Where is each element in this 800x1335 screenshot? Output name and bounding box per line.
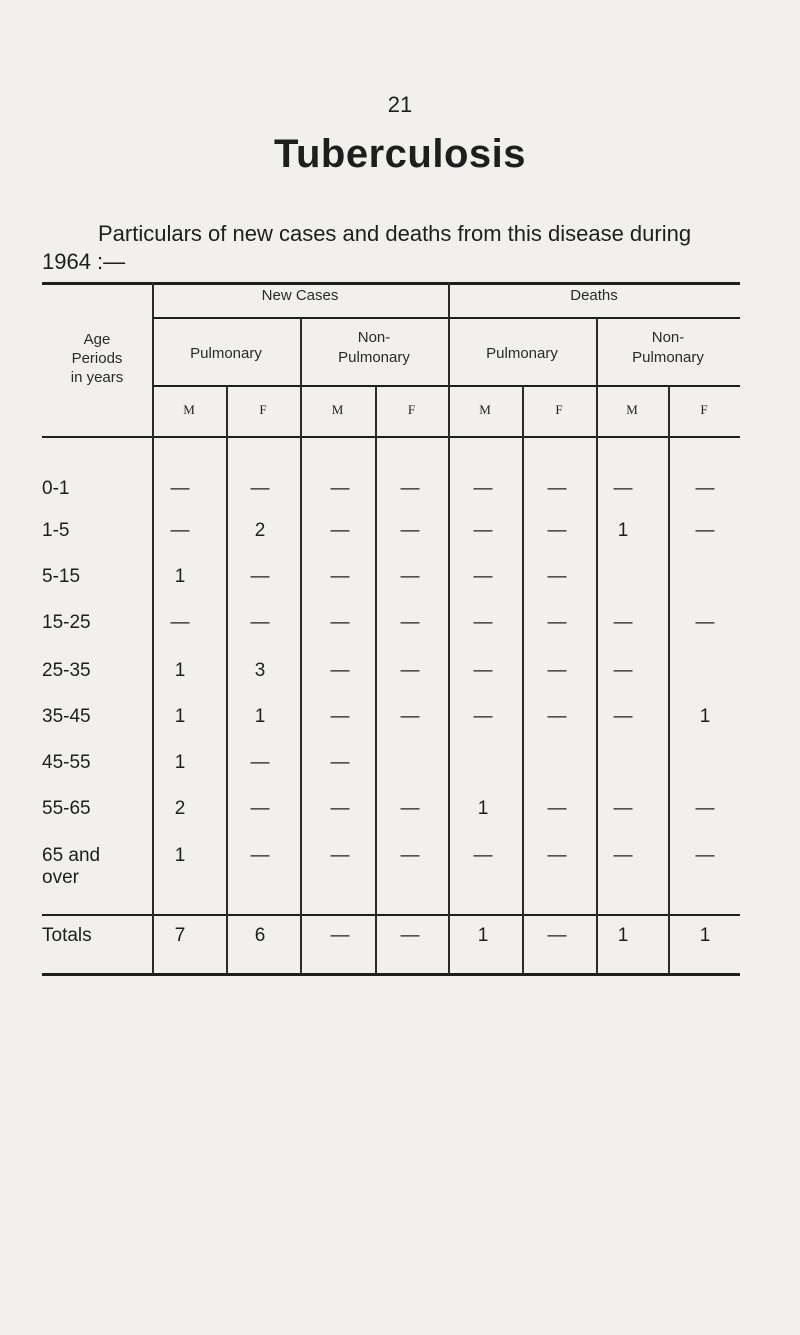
table-cell: — <box>250 845 270 866</box>
table-cell: — <box>547 612 567 633</box>
totals-cell: 7 <box>174 925 186 946</box>
table-cell: — <box>250 478 270 499</box>
age-period-label: 5-15 <box>42 566 81 587</box>
table-cell: — <box>473 520 493 541</box>
table-cell: — <box>695 478 715 499</box>
table-cell: — <box>400 660 420 681</box>
totals-cell: 1 <box>617 925 629 946</box>
age-period-label: 65 and over <box>42 845 101 888</box>
table-cell: — <box>547 478 567 499</box>
type-header-rule <box>152 385 740 387</box>
table-cell: 2 <box>254 520 266 541</box>
group-header-rule <box>152 317 740 319</box>
table-cell: — <box>547 798 567 819</box>
intro-paragraph <box>42 220 772 276</box>
sex-divider <box>522 386 524 974</box>
table-cell: — <box>170 520 190 541</box>
sex-header-rule <box>42 436 740 438</box>
age-period-label: 1-5 <box>42 520 70 541</box>
age-column-divider <box>152 282 154 974</box>
age-period-label: 45-55 <box>42 752 91 773</box>
table-cell: 3 <box>254 660 266 681</box>
table-cell: — <box>400 845 420 866</box>
table-cell: — <box>473 660 493 681</box>
group-header-deaths: Deaths <box>570 287 618 304</box>
age-period-label: 15-25 <box>42 612 91 633</box>
table-cell: — <box>250 752 270 773</box>
table-cell: — <box>613 798 633 819</box>
table-cell: — <box>547 660 567 681</box>
age-period-label: 25-35 <box>42 660 91 681</box>
table-cell: — <box>695 520 715 541</box>
table-cell: 1 <box>699 706 711 727</box>
sex-header: M <box>626 402 638 417</box>
table-cell: — <box>695 798 715 819</box>
table-cell: — <box>613 478 633 499</box>
intro-line-1: Particulars of new cases and deaths from this disease during <box>98 221 692 246</box>
table-cell: 1 <box>174 660 186 681</box>
sex-header: F <box>555 402 563 417</box>
table-cell: 1 <box>174 845 186 866</box>
table-cell: — <box>547 520 567 541</box>
table-cell: 1 <box>617 520 629 541</box>
table-cell: — <box>330 478 350 499</box>
totals-top-rule <box>42 914 740 916</box>
table-cell: — <box>400 566 420 587</box>
table-cell: — <box>250 566 270 587</box>
sex-header: M <box>331 402 344 417</box>
table-cell: — <box>613 660 633 681</box>
table-cell: — <box>473 612 493 633</box>
age-period-label: 0-1 <box>42 478 70 499</box>
totals-cell: 6 <box>254 925 266 946</box>
table-cell: — <box>400 478 420 499</box>
type-header: Pulmonary <box>190 345 262 362</box>
page-title: Tuberculosis <box>274 132 526 176</box>
type-header: Non- Pulmonary <box>338 329 410 366</box>
sex-header: F <box>259 402 267 417</box>
sex-header: F <box>407 402 416 417</box>
table-cell: — <box>330 660 350 681</box>
table-cell: — <box>330 845 350 866</box>
table-cell: — <box>170 612 190 633</box>
totals-cell: 1 <box>477 925 489 946</box>
table-cell: — <box>330 752 350 773</box>
table-cell: 1 <box>174 752 186 773</box>
sex-header: F <box>700 402 708 417</box>
table-bottom-rule <box>42 973 740 976</box>
table-cell: — <box>330 798 350 819</box>
table-cell: — <box>170 478 190 499</box>
sex-divider <box>226 386 228 974</box>
table-cell: — <box>400 706 420 727</box>
table-cell: — <box>547 566 567 587</box>
table-top-rule <box>42 282 740 285</box>
table-cell: — <box>330 706 350 727</box>
table-cell: — <box>473 478 493 499</box>
totals-cell: — <box>547 925 567 946</box>
totals-cell: — <box>400 925 420 946</box>
table-cell: — <box>473 566 493 587</box>
age-period-label: 55-65 <box>42 798 91 819</box>
sex-header: M <box>479 402 491 417</box>
group-header-new-cases: New Cases <box>261 287 339 304</box>
table-cell: — <box>695 612 715 633</box>
totals-cell: 1 <box>699 925 711 946</box>
table-cell: 2 <box>174 798 186 819</box>
table-cell: — <box>613 706 633 727</box>
row-header-age-periods: Age Periods in years <box>70 331 124 386</box>
table-cell: — <box>250 612 270 633</box>
table-cell: — <box>400 612 420 633</box>
table-cell: — <box>613 612 633 633</box>
table-cell: — <box>547 706 567 727</box>
table-cell: — <box>400 798 420 819</box>
intro-line-2: 1964 :— <box>42 249 126 274</box>
table-cell: — <box>330 566 350 587</box>
table-cell: — <box>473 706 493 727</box>
table-cell: — <box>547 845 567 866</box>
table-cell: — <box>695 845 715 866</box>
table-cell: 1 <box>477 798 489 819</box>
table-cell: 1 <box>174 706 186 727</box>
table-cell: — <box>613 845 633 866</box>
totals-label: Totals <box>42 925 92 946</box>
type-header: Pulmonary <box>486 345 558 362</box>
table-cell: 1 <box>174 566 186 587</box>
sex-divider <box>668 386 670 974</box>
table-cell: — <box>330 520 350 541</box>
page-number: 21 <box>387 92 413 117</box>
table-cell: — <box>330 612 350 633</box>
sex-header: M <box>183 402 195 417</box>
sex-divider <box>375 386 377 974</box>
age-period-label: 35-45 <box>42 706 91 727</box>
totals-cell: — <box>330 925 350 946</box>
type-header: Non- Pulmonary <box>632 329 704 366</box>
group-divider <box>448 282 450 974</box>
table-cell: — <box>250 798 270 819</box>
table-cell: — <box>473 845 493 866</box>
table-cell: — <box>400 520 420 541</box>
table-cell: 1 <box>254 706 266 727</box>
